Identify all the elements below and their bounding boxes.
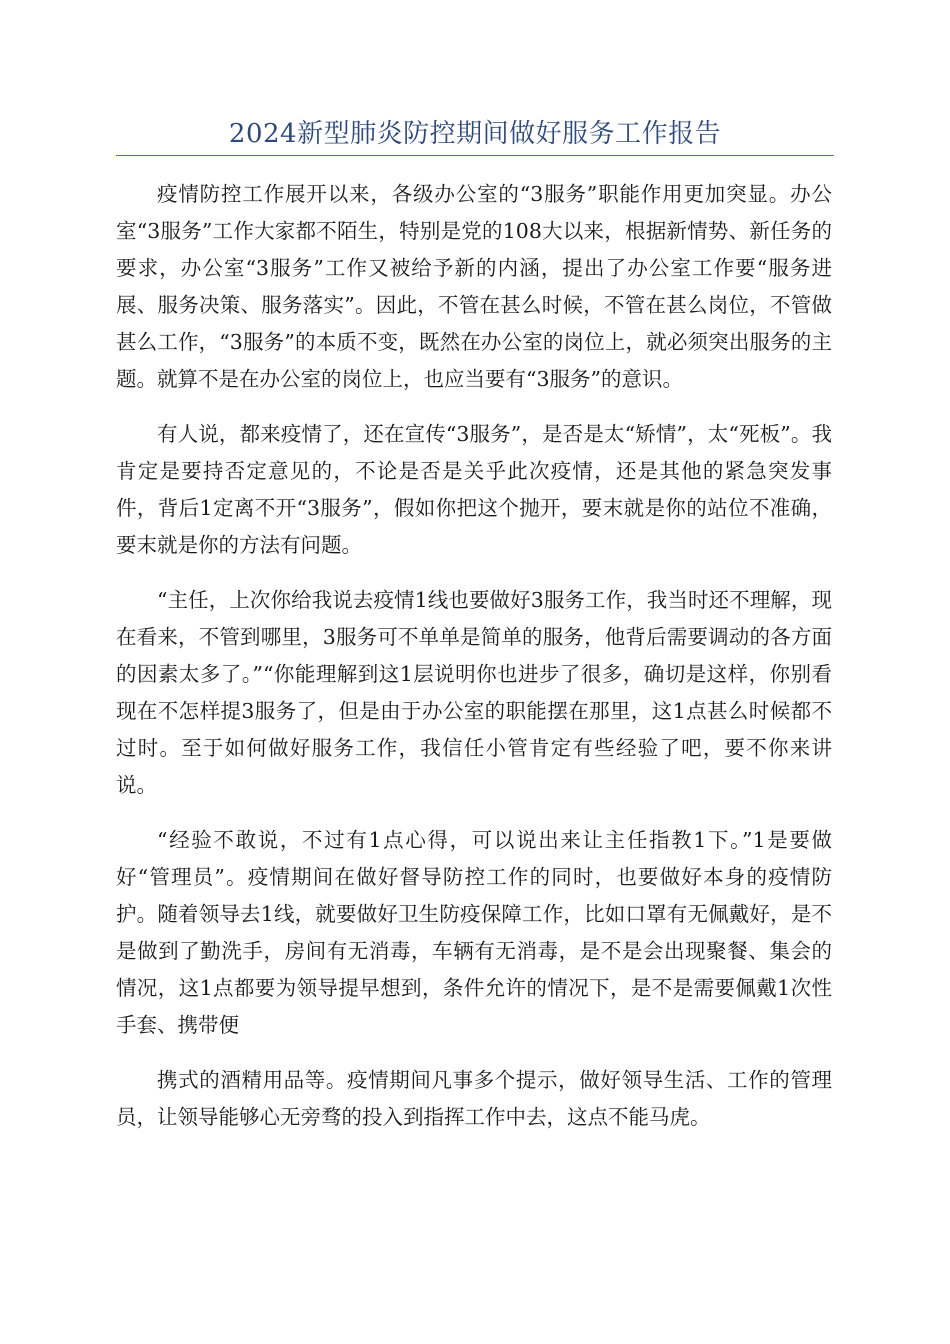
document-body [116,176,832,1154]
paragraph-5: 携式的酒精用品等。疫情期间凡事多个提示，做好领导生活、工作的管理员，让领导能够心无旁骛的投入到指挥工作中去，这点不能马虎。 [116,1068,832,1129]
document-title: 2024新型肺炎防控期间做好服务工作报告 [228,119,722,149]
title-underline [116,155,834,156]
paragraph-2: 有人说，都来疫情了，还在宣传“3服务”，是否是太“矫情”，太“死板”。我肯定是要持否定意见的，不论是否是关乎此次疫情，还是其他的紧急突发事件，背后1定离不开“3服务”，假如你把这个抛开，要末就是你的站位不准确，要末就是你的方法有问题。 [116,422,832,557]
paragraph-3: “主任，上次你给我说去疫情1线也要做好3服务工作，我当时还不理解，现在看来，不管到哪里，3服务可不单单是简单的服务，他背后需要调动的各方面的因素太多了。”“你能理解到这1层说明你也进步了很多，确切是这样，你别看现在不怎样提3服务了，但是由于办公室的职能摆在那里，这1点甚么时候都不过时。至于如何做好服务工作，我信任小管肯定有些经验了吧，要不你来讲说。 [116,588,832,797]
paragraph-1: 疫情防控工作展开以来，各级办公室的“3服务”职能作用更加突显。办公室“3服务”工作大家都不陌生，特别是党的108大以来，根据新情势、新任务的要求，办公室“3服务”工作又被给予新的内涵，提出了办公室工作要“服务进展、服务决策、服务落实”。因此，不管在甚么时候，不管在甚么岗位，不管做甚么工作，“3服务”的本质不变，既然在办公室的岗位上，就必须突出服务的主题。就算不是在办公室的岗位上，也应当要有“3服务”的意识。 [116,182,832,391]
paragraph-4: “经验不敢说，不过有1点心得，可以说出来让主任指教1下。”1是要做好“管理员”。疫情期间在做好督导防控工作的同时，也要做好本身的疫情防护。随着领导去1线，就要做好卫生防疫保障工作，比如口罩有无佩戴好，是不是做到了勤洗手，房间有无消毒，车辆有无消毒，是不是会出现聚餐、集会的情况，这1点都要为领导提早想到，条件允许的情况下，是不是需要佩戴1次性手套、携带便 [116,828,832,1037]
